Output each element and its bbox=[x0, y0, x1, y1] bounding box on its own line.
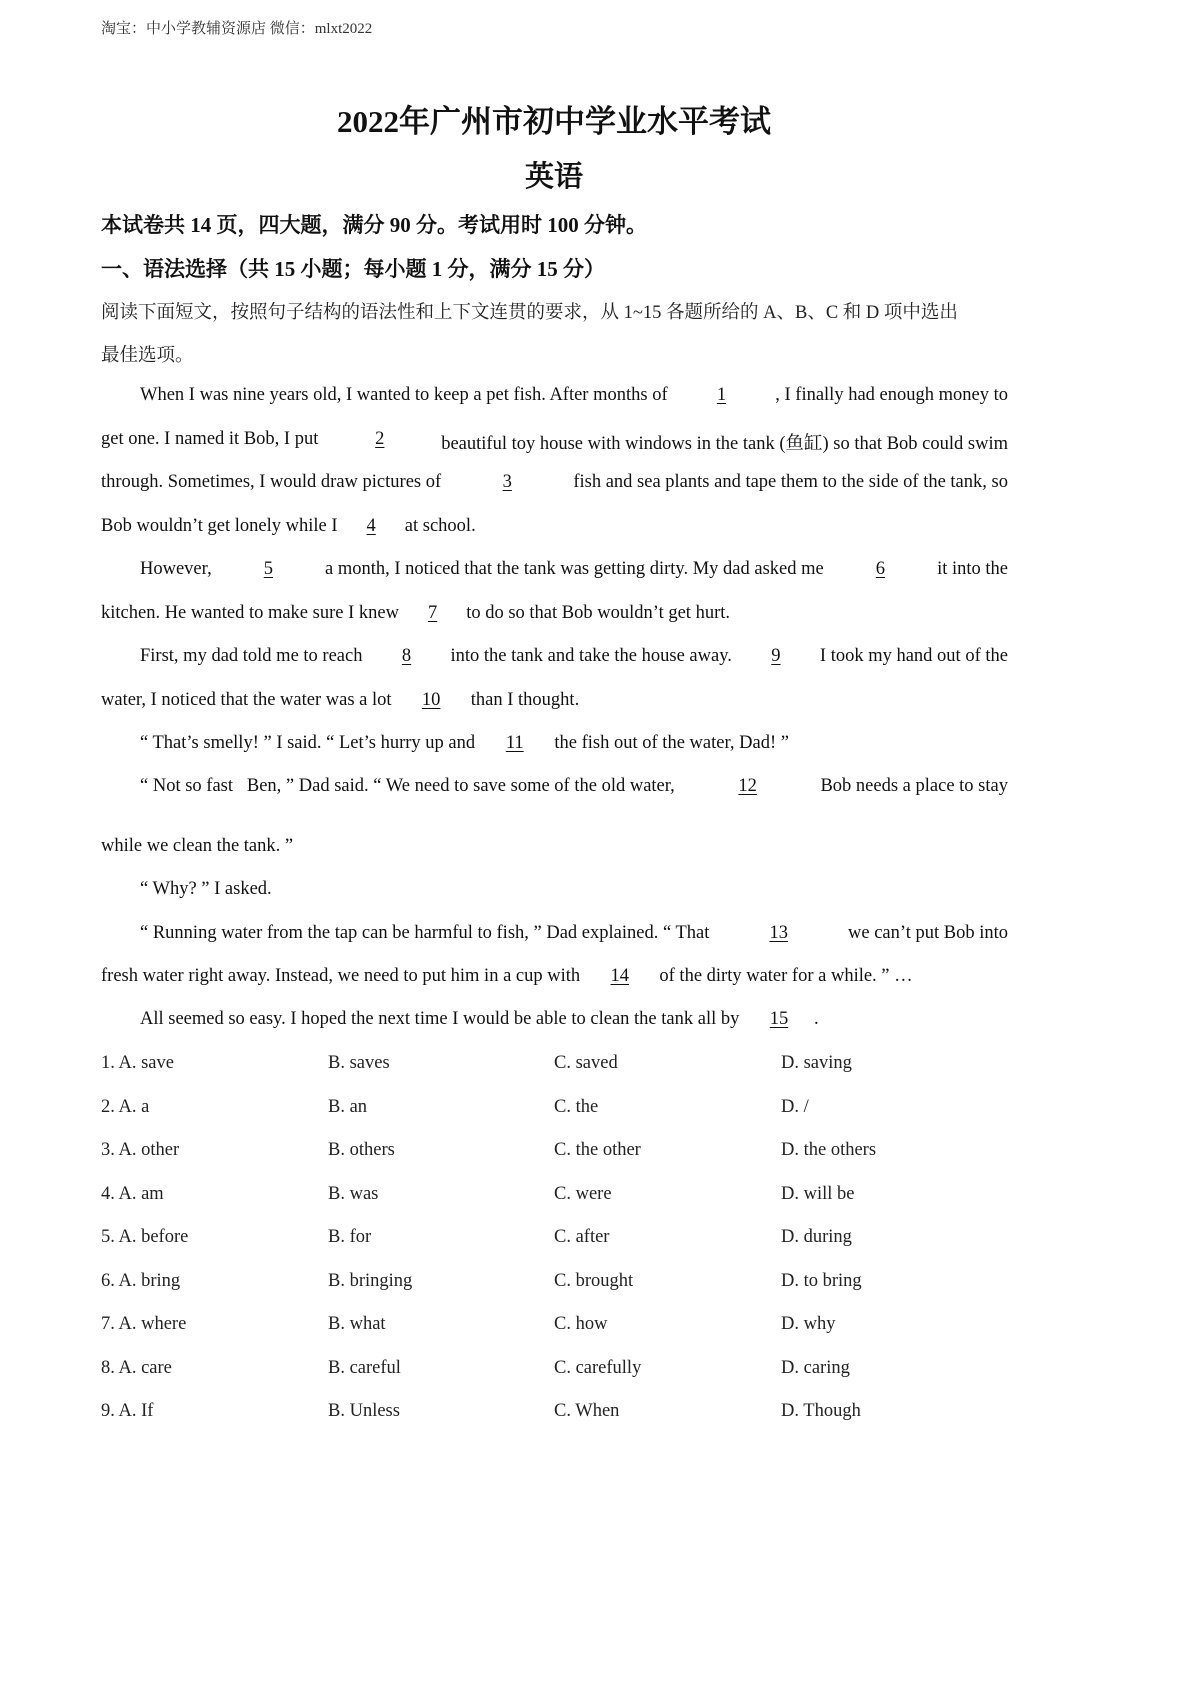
blank-2: 2 bbox=[375, 429, 385, 449]
passage-line bbox=[101, 429, 1008, 455]
passage-text: water, I noticed that the water was a lot bbox=[101, 690, 397, 710]
passage-text: while we clean the tank. ” bbox=[101, 836, 294, 856]
option-D: D. during bbox=[781, 1227, 852, 1247]
option-B: B. was bbox=[328, 1183, 379, 1204]
option-A: 5. A. before bbox=[101, 1227, 189, 1247]
option-D: D. the others bbox=[781, 1140, 877, 1160]
passage-line bbox=[101, 472, 1008, 493]
option-A: 3. A. other bbox=[101, 1140, 180, 1160]
blank-3: 3 bbox=[502, 472, 512, 492]
passage-text: through. Sometimes, I would draw pictures of bbox=[101, 472, 442, 492]
option-A: 2. A. a bbox=[101, 1096, 150, 1117]
passage-text: . bbox=[813, 1009, 819, 1029]
blank-8: 8 bbox=[401, 646, 412, 666]
option-C: C. the other bbox=[554, 1140, 641, 1160]
option-C: C. how bbox=[554, 1314, 608, 1334]
blank-12: 12 bbox=[738, 776, 757, 796]
passage-line bbox=[140, 559, 1008, 580]
passage-line bbox=[101, 966, 1008, 987]
passage-text: “ Why? ” I asked. bbox=[140, 879, 272, 899]
passage-text: Bob wouldn’t get lonely while I bbox=[101, 516, 343, 536]
option-D: D. Though bbox=[781, 1401, 861, 1421]
blank-10: 10 bbox=[421, 690, 441, 710]
option-C: C. When bbox=[554, 1401, 620, 1421]
option-C: C. brought bbox=[554, 1270, 634, 1291]
passage-line bbox=[101, 516, 1008, 537]
passage-text: get one. I named it Bob, I put bbox=[101, 429, 319, 449]
blank-14: 14 bbox=[610, 966, 630, 986]
option-B: B. an bbox=[328, 1096, 368, 1117]
passage-line bbox=[140, 1009, 1008, 1030]
passage-text: we can’t put Bob into bbox=[848, 923, 1008, 943]
blank-6: 6 bbox=[875, 559, 886, 579]
passage-text: , I finally had enough money to bbox=[775, 385, 1008, 405]
passage-text: fresh water right away. Instead, we need to put him in a cup with bbox=[101, 966, 585, 986]
option-B: B. saves bbox=[328, 1053, 390, 1073]
passage-text: it into the bbox=[937, 559, 1008, 579]
passage-line bbox=[140, 385, 1008, 406]
passage-text: a month, I noticed that the tank was getting dirty. My dad asked me bbox=[325, 559, 824, 579]
option-B: B. bringing bbox=[328, 1270, 413, 1291]
option-C: C. after bbox=[554, 1227, 610, 1247]
instructions-line: 最佳选项。 bbox=[101, 346, 194, 366]
option-A: 7. A. where bbox=[101, 1314, 187, 1334]
passage-text: beautiful toy house with windows in the tank (鱼缸) so that Bob could swim bbox=[441, 434, 1008, 454]
passage-text: “ Running water from the tap can be harmful to fish, ” Dad explained. “ That bbox=[140, 923, 710, 943]
blank-9: 9 bbox=[771, 646, 781, 666]
option-D: D. saving bbox=[781, 1053, 852, 1073]
option-A: 1. A. save bbox=[101, 1053, 174, 1073]
option-B: B. Unless bbox=[328, 1401, 400, 1421]
passage-text: to do so that Bob wouldn’t get hurt. bbox=[461, 603, 730, 623]
blank-1: 1 bbox=[716, 385, 727, 405]
passage-text: than I thought. bbox=[466, 690, 580, 710]
option-D: D. why bbox=[781, 1314, 836, 1334]
option-A: 9. A. If bbox=[101, 1401, 154, 1421]
passage-text: I took my hand out of the bbox=[819, 646, 1008, 666]
blank-15: 15 bbox=[769, 1009, 789, 1029]
watermark-header: 淘宝：中小学教辅资源店 微信：mlxt2022 bbox=[101, 21, 373, 37]
exam-subject: 英语 bbox=[524, 161, 583, 193]
passage-text: All seemed so easy. I hoped the next time I would be able to clean the tank all by bbox=[140, 1009, 744, 1029]
section-heading: 一、语法选择（共 15 小题；每小题 1 分，满分 15 分） bbox=[101, 257, 605, 281]
passage-line bbox=[140, 733, 1008, 754]
blank-13: 13 bbox=[769, 923, 788, 943]
passage-text: of the dirty water for a while. ” … bbox=[654, 966, 913, 986]
option-C: C. were bbox=[554, 1183, 612, 1204]
blank-5: 5 bbox=[263, 559, 273, 579]
option-B: B. others bbox=[328, 1140, 395, 1160]
exam-title: 2022年广州市初中学业水平考试 bbox=[337, 104, 771, 139]
passage-line bbox=[140, 646, 1008, 667]
option-A: 6. A. bring bbox=[101, 1270, 181, 1291]
instructions-line: 阅读下面短文，按照句子结构的语法性和上下文连贯的要求，从 1~15 各题所给的 A、B、C 和 D 项中选出 bbox=[101, 303, 958, 323]
option-C: C. carefully bbox=[554, 1357, 642, 1378]
blank-11: 11 bbox=[505, 733, 524, 753]
option-B: B. what bbox=[328, 1314, 386, 1334]
blank-4: 4 bbox=[366, 516, 376, 536]
exam-info: 本试卷共 14 页，四大题，满分 90 分。考试用时 100 分钟。 bbox=[101, 213, 647, 237]
passage-line bbox=[140, 879, 1008, 900]
passage-text: However, bbox=[140, 559, 212, 579]
option-A: 8. A. care bbox=[101, 1357, 172, 1378]
option-D: D. / bbox=[781, 1096, 809, 1117]
option-D: D. to bring bbox=[781, 1270, 862, 1291]
passage-text: into the tank and take the house away. bbox=[450, 646, 732, 666]
passage-text: “ That’s smelly! ” I said. “ Let’s hurry up and bbox=[140, 733, 480, 753]
passage-text: When I was nine years old, I wanted to keep a pet fish. After months of bbox=[140, 385, 668, 405]
passage-text: First, my dad told me to reach bbox=[140, 646, 363, 666]
passage-text: “ Not so fast Ben, ” Dad said. “ We need to save some of the old water, bbox=[140, 776, 675, 796]
passage-line bbox=[140, 776, 1008, 797]
passage-line bbox=[101, 836, 1008, 857]
option-B: B. careful bbox=[328, 1357, 401, 1378]
passage-line bbox=[101, 690, 1008, 711]
passage-text: kitchen. He wanted to make sure I knew bbox=[101, 603, 404, 623]
passage-line bbox=[101, 603, 1008, 624]
option-A: 4. A. am bbox=[101, 1183, 164, 1204]
passage-text: Bob needs a place to stay bbox=[820, 776, 1008, 796]
option-C: C. the bbox=[554, 1096, 599, 1117]
passage-text: the fish out of the water, Dad! ” bbox=[549, 733, 789, 753]
passage-line bbox=[140, 923, 1008, 944]
option-D: D. will be bbox=[781, 1183, 855, 1204]
blank-7: 7 bbox=[427, 603, 438, 623]
option-C: C. saved bbox=[554, 1053, 618, 1073]
passage-text: fish and sea plants and tape them to the side of the tank, so bbox=[573, 472, 1008, 492]
option-B: B. for bbox=[328, 1227, 372, 1247]
passage-text: at school. bbox=[400, 516, 476, 536]
option-D: D. caring bbox=[781, 1357, 850, 1378]
